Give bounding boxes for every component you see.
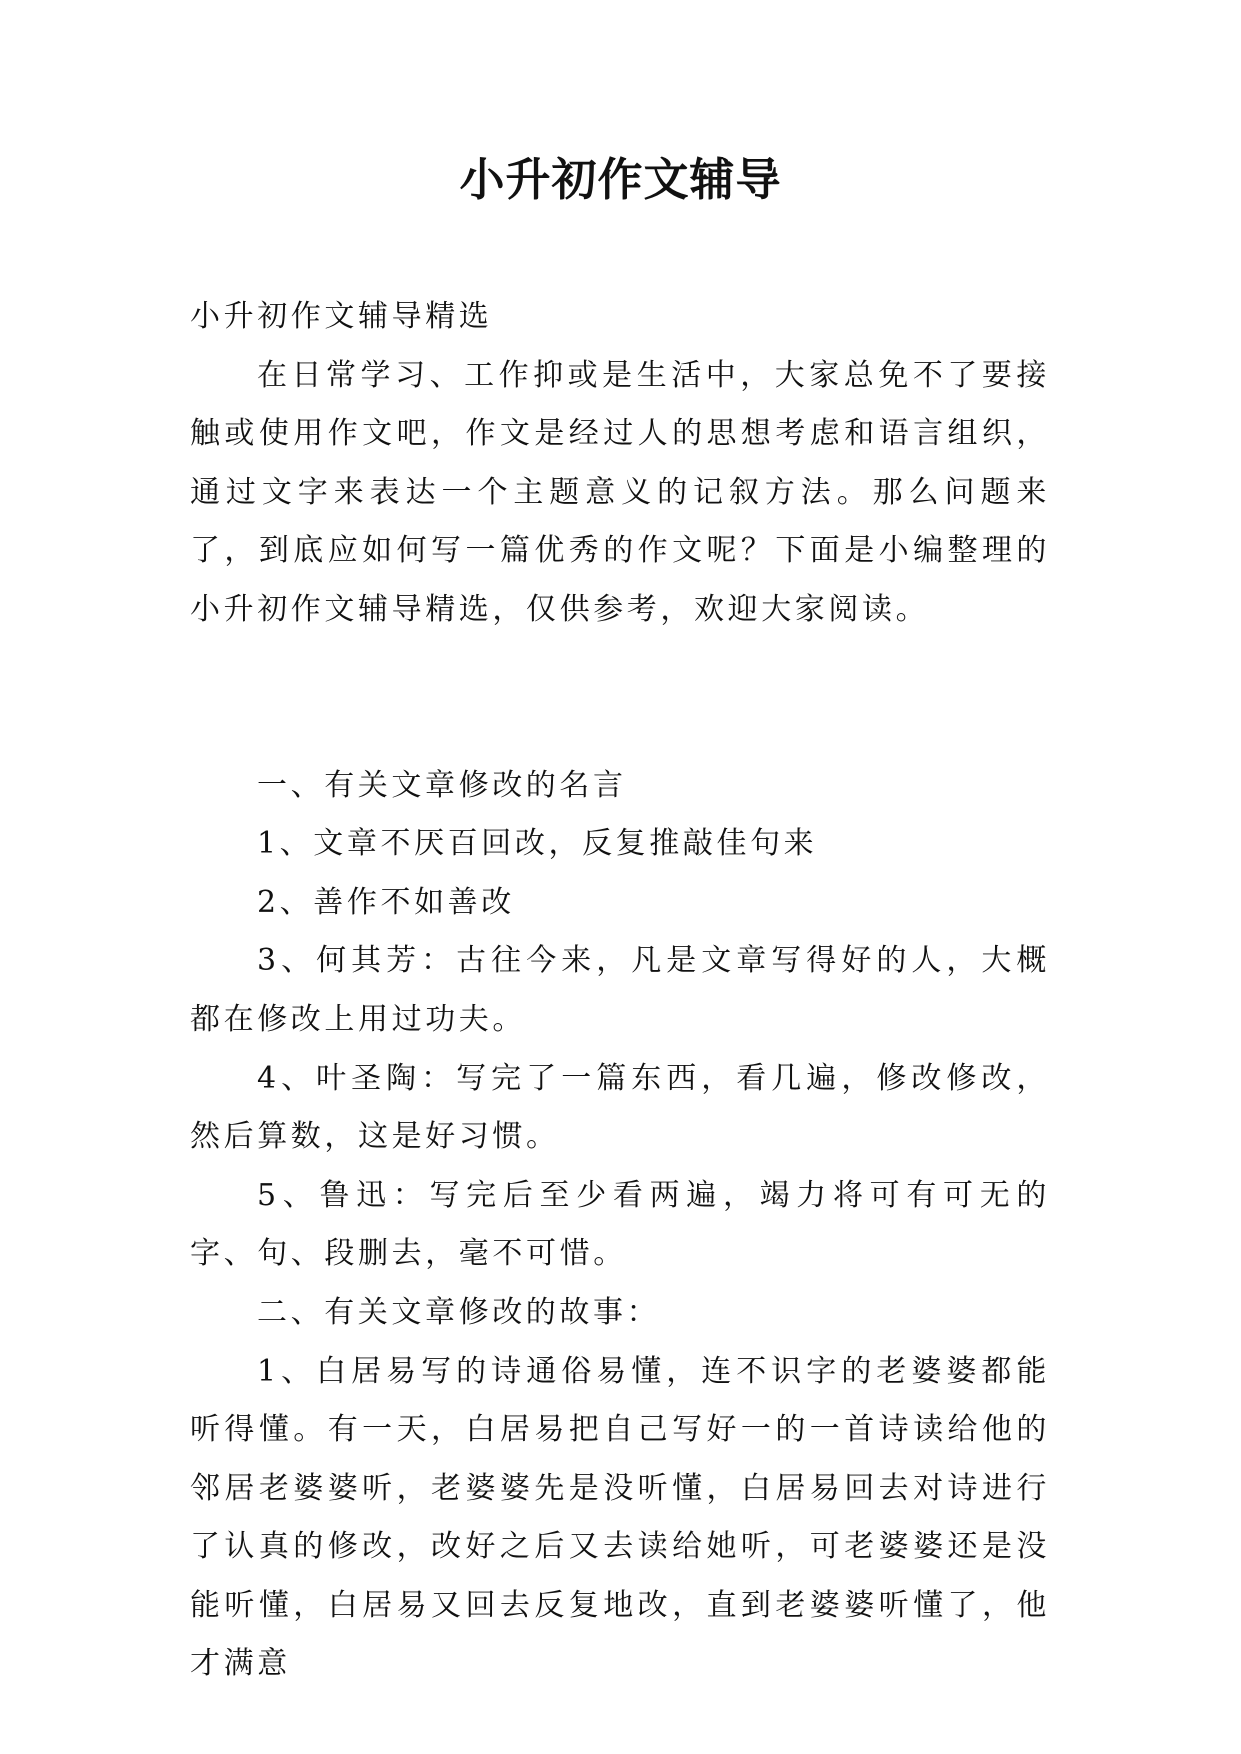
- story-paragraph: 1、白居易写的诗通俗易懂，连不识字的老婆婆都能听得懂。有一天，白居易把自己写好一的一首诗读给他的邻居老婆婆听，老婆婆先是没听懂，白居易回去对诗进行了认真的修改，改好之后又去读给她听，可老婆婆还是没能听懂，白居易又回去反复地改，直到老婆婆听懂了，他才满意: [190, 1353, 1050, 1682]
- quote-item: 2、善作不如善改: [257, 884, 515, 920]
- section-heading-stories: 二、有关文章修改的故事：: [257, 1294, 661, 1330]
- intro-paragraph: 在日常学习、工作抑或是生活中，大家总免不了要接触或使用作文吧，作文是经过人的思想考虑和语言组织，通过文字来表达一个主题意义的记叙方法。那么问题来了，到底应如何写一篇优秀的作文呢？下面是小编整理的小升初作文辅导精选，仅供参考，欢迎大家阅读。: [190, 357, 1050, 627]
- document-body: [190, 288, 1050, 1694]
- quote-item: 1、文章不厌百回改，反复推敲佳句来: [257, 826, 818, 862]
- quote-item: 3、何其芳：古往今来，凡是文章写得好的人，大概都在修改上用过功夫。: [190, 943, 1050, 1037]
- quote-item: 5、鲁迅：写完后至少看两遍，竭力将可有可无的字、句、段删去，毫不可惜。: [190, 1177, 1050, 1272]
- subtitle-paragraph: 小升初作文辅导精选: [190, 299, 493, 334]
- section-heading-quotes: 一、有关文章修改的名言: [257, 767, 627, 803]
- document-title: 小升初作文辅导: [459, 153, 782, 206]
- quote-item: 4、叶圣陶：写完了一篇东西，看几遍，修改修改，然后算数，这是好习惯。: [190, 1060, 1050, 1155]
- paragraph-spacer: [190, 640, 1050, 757]
